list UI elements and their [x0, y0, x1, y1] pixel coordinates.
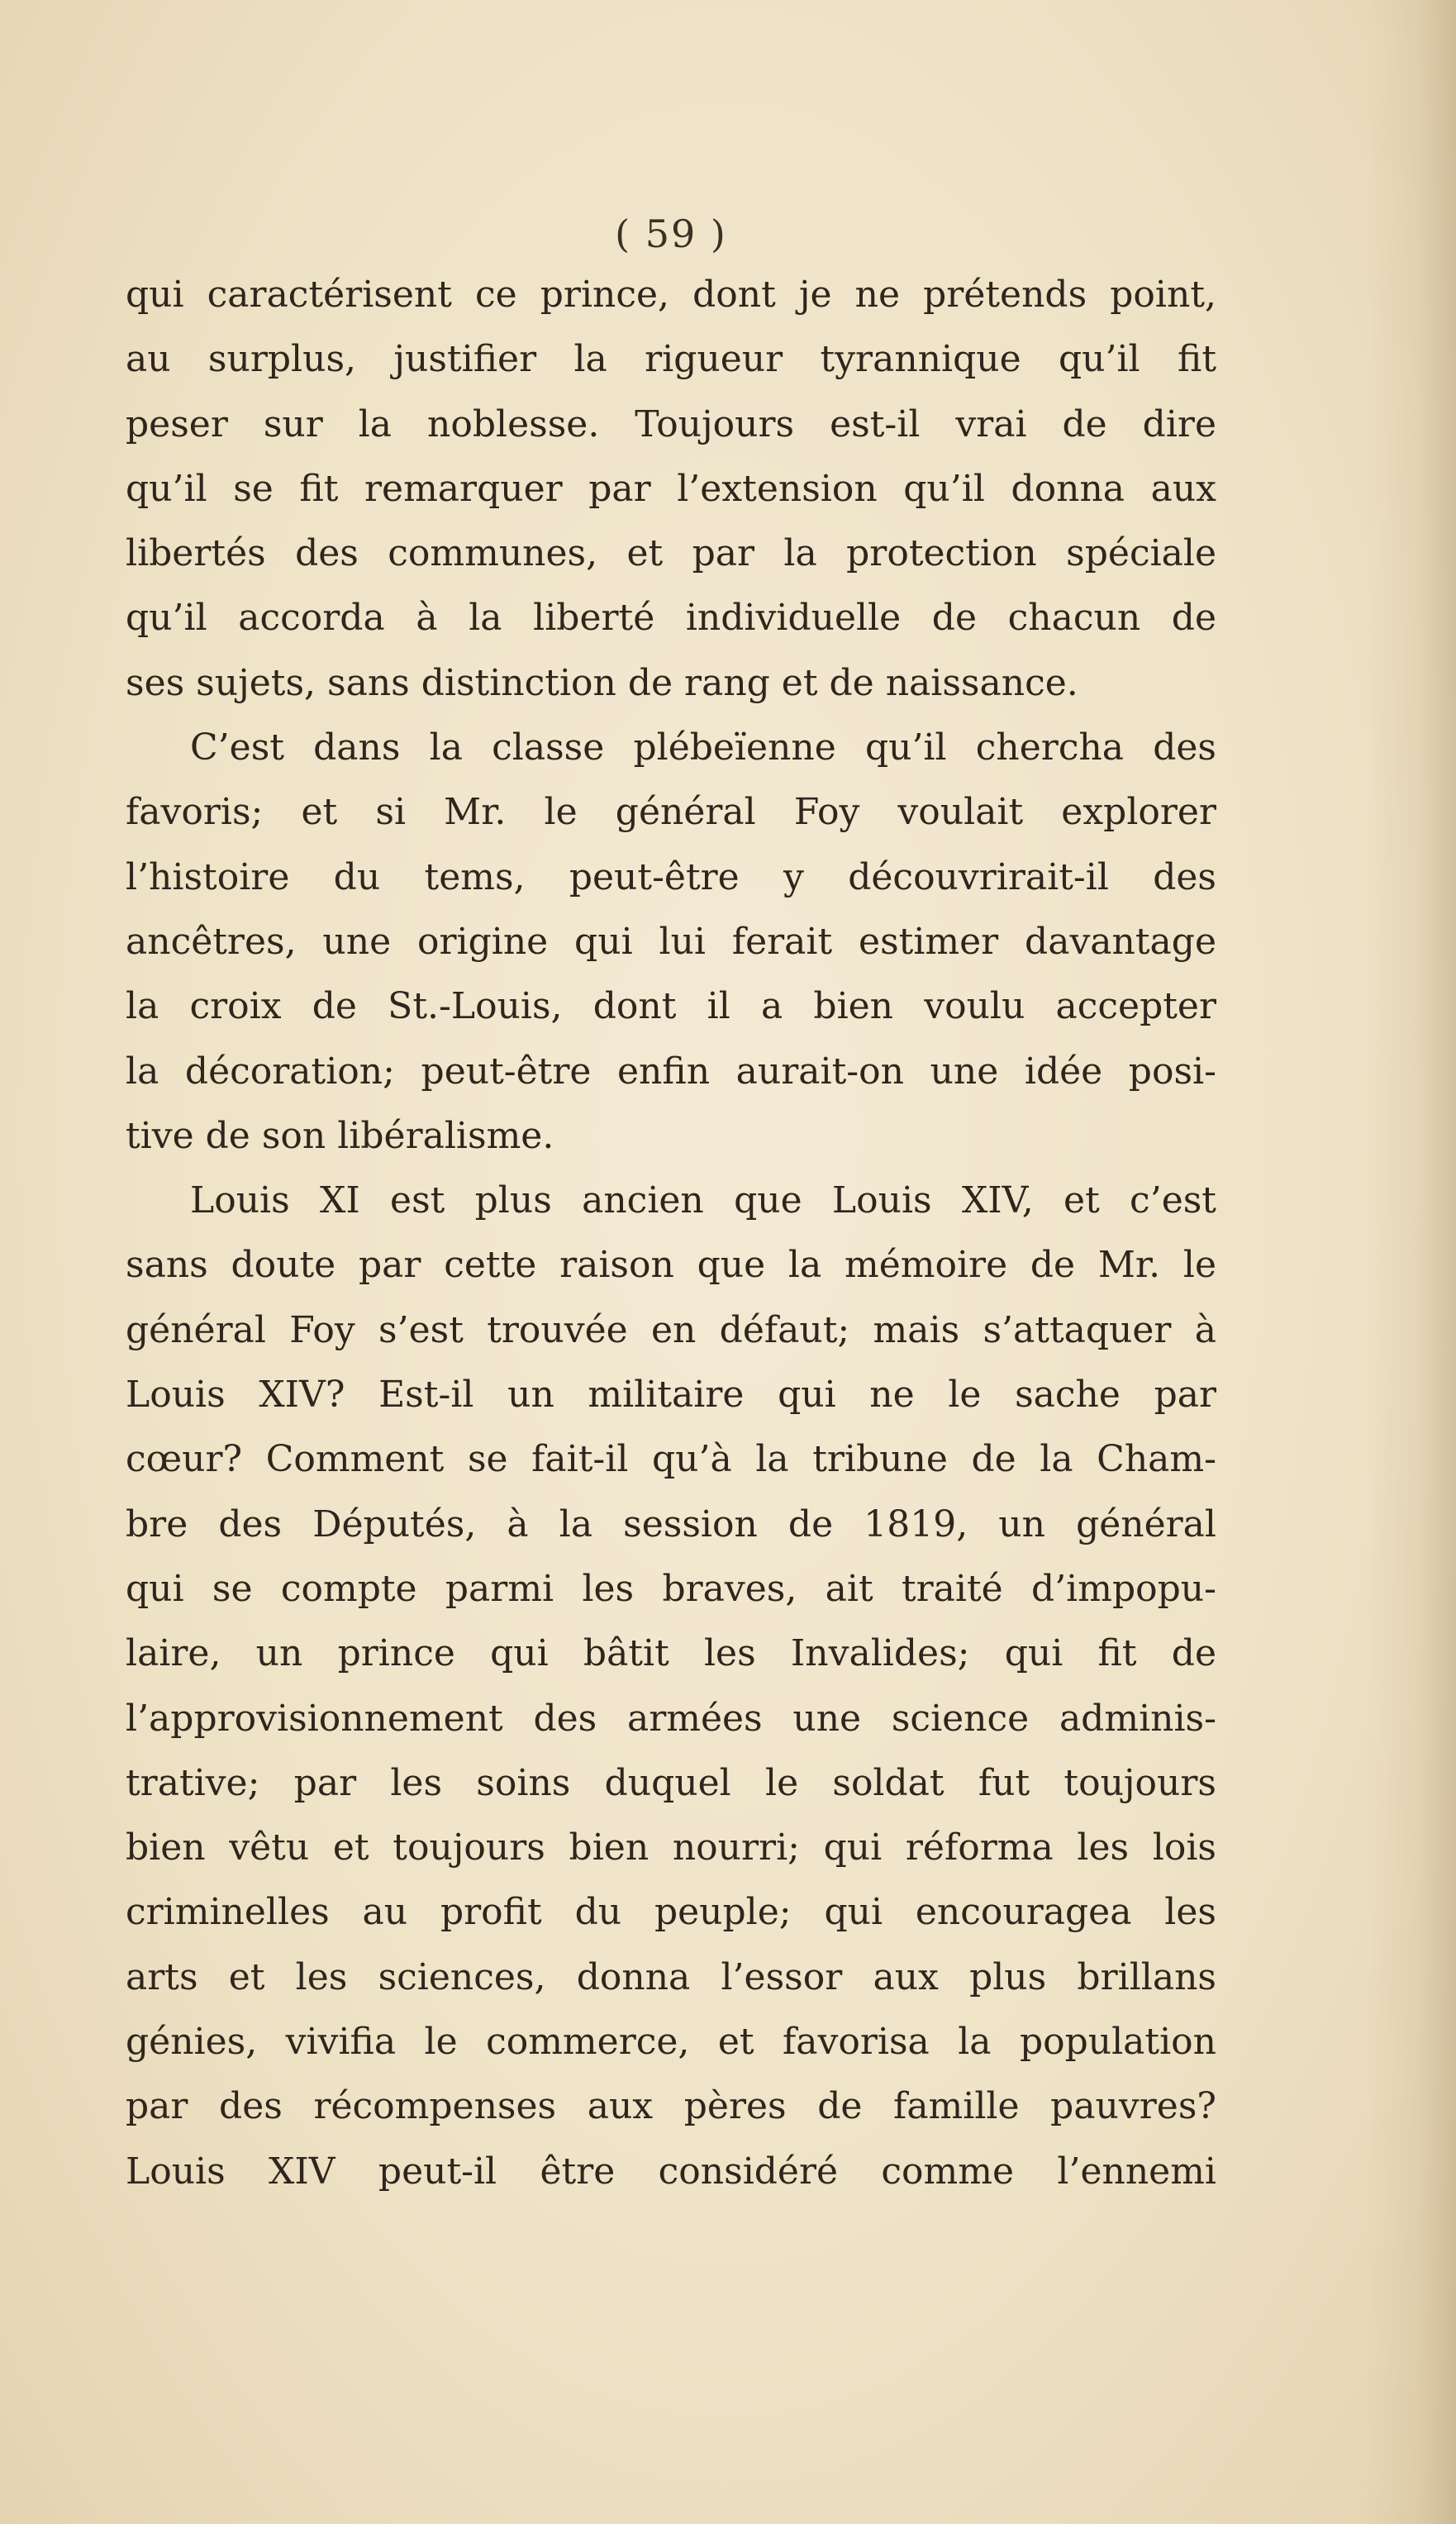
text-line: au surplus, justifier la rigueur tyrannique qu’il fit	[126, 338, 1216, 381]
text-line: général Foy s’est trouvée en défaut; mais s’attaquer à	[126, 1308, 1216, 1351]
text-line: libertés des communes, et par la protection spéciale	[126, 532, 1216, 575]
text-line: qui se compte parmi les braves, ait traité d’impopu-	[126, 1567, 1216, 1610]
text-line: bien vêtu et toujours bien nourri; qui réforma les lois	[126, 1826, 1216, 1869]
text-line: Louis XIV peut-il être considéré comme l’ennemi	[126, 2150, 1216, 2193]
page-text-block	[126, 212, 1216, 2204]
text-line: bre des Députés, à la session de 1819, un général	[126, 1502, 1216, 1545]
text-line: Louis XIV? Est-il un militaire qui ne le sache par	[126, 1374, 1216, 1417]
text-line: la décoration; peut-être enfin aurait-on une idée posi-	[126, 1050, 1216, 1093]
text-line: l’approvisionnement des armées une science adminis-	[126, 1697, 1216, 1740]
text-line: qu’il se fit remarquer par l’extension qu’il donna aux	[126, 467, 1216, 510]
text-line: favoris; et si Mr. le général Foy voulait explorer	[126, 791, 1216, 834]
text-line: l’histoire du tems, peut-être y découvrirait-il des	[126, 855, 1216, 898]
text-line: qui caractérisent ce prince, dont je ne prétends point,	[126, 274, 1216, 316]
text-line: trative; par les soins duquel le soldat fut toujours	[126, 1761, 1216, 1804]
text-line: Louis XI est plus ancien que Louis XIV, et c’est	[190, 1179, 1216, 1222]
text-line: criminelles au profit du peuple; qui encouragea les	[126, 1891, 1216, 1934]
text-line: ses sujets, sans distinction de rang et de naissance.	[126, 661, 1078, 704]
text-line: peser sur la noblesse. Toujours est-il vrai de dire	[126, 402, 1216, 445]
text-line: C’est dans la classe plébeïenne qu’il chercha des	[190, 726, 1216, 769]
text-line: ancêtres, une origine qui lui ferait estimer davantage	[126, 920, 1216, 963]
text-line: cœur? Comment se fait-il qu’à la tribune de la Cham-	[126, 1438, 1216, 1481]
text-line: laire, un prince qui bâtit les Invalides; qui fit de	[126, 1632, 1216, 1675]
text-line: la croix de St.-Louis, dont il a bien voulu accepter	[126, 985, 1216, 1028]
text-line: tive de son libéralisme.	[126, 1114, 554, 1157]
page-edge-shadow	[1365, 0, 1456, 2524]
text-line: sans doute par cette raison que la mémoire de Mr. le	[126, 1244, 1216, 1287]
text-line: génies, vivifia le commerce, et favorisa la population	[126, 2021, 1216, 2064]
text-line: arts et les sciences, donna l’essor aux plus brillans	[126, 1955, 1216, 1998]
text-line: qu’il accorda à la liberté individuelle de chacun de	[126, 597, 1216, 640]
text-line: par des récompenses aux pères de famille pauvres?	[126, 2085, 1216, 2128]
page-number: ( 59 )	[615, 212, 727, 256]
